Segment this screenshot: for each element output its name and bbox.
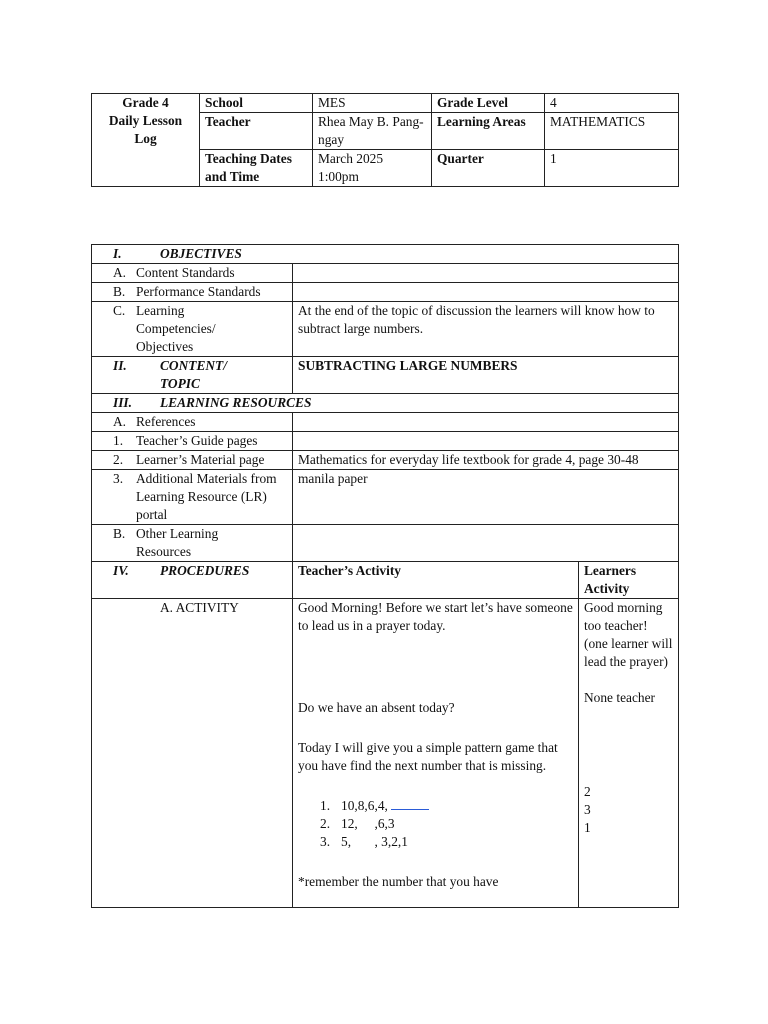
pattern-item: 2. 12, ,6,3 xyxy=(320,816,395,831)
teacher-label: Teacher xyxy=(200,113,313,150)
objectives-heading: I. OBJECTIVES xyxy=(92,245,679,264)
learner-greeting: Good morning too teacher! (one learner will lead the prayer) xyxy=(584,600,673,669)
other-resources-label: B. Other Learning Resources xyxy=(92,525,293,562)
content-standards-value xyxy=(293,264,679,283)
teaching-dates-value: March 2025 1:00pm xyxy=(313,150,432,187)
activity-teacher-cell xyxy=(293,599,579,908)
learner-answer: 2 xyxy=(584,784,591,799)
school-label: School xyxy=(200,94,313,113)
content-heading: II. CONTENT/ TOPIC xyxy=(92,357,293,394)
teachers-guide-label: 1. Teacher’s Guide pages xyxy=(92,432,293,451)
pattern-item: 1. 10,8,6,4, xyxy=(320,797,573,815)
learner-absent-answer: None teacher xyxy=(584,690,656,705)
teachers-guide-row xyxy=(92,432,679,451)
dll-main-table xyxy=(91,244,679,908)
teacher-greeting: Good Morning! Before we start let’s have someone to lead us in a prayer today. xyxy=(298,600,573,633)
teacher-value: Rhea May B. Pang-ngay xyxy=(313,113,432,150)
pattern-list xyxy=(298,797,573,851)
learners-material-row xyxy=(92,451,679,470)
procedures-heading: IV. PROCEDURES xyxy=(92,562,293,599)
dll-header-table xyxy=(91,93,679,187)
objectives-row xyxy=(92,245,679,264)
teacher-remember-note: *remember the number that you have xyxy=(298,874,499,889)
learning-competencies-row xyxy=(92,302,679,357)
references-row xyxy=(92,413,679,432)
pattern-item: 3. 5, , 3,2,1 xyxy=(320,834,408,849)
learners-material-label: 2. Learner’s Material page xyxy=(92,451,293,470)
school-value: MES xyxy=(313,94,432,113)
additional-materials-label: 3. Additional Materials from Learning Resource (LR) portal xyxy=(92,470,293,525)
other-resources-row xyxy=(92,525,679,562)
performance-standards-label: B. Performance Standards xyxy=(92,283,293,302)
quarter-value: 1 xyxy=(545,150,679,187)
content-standards-label: A. Content Standards xyxy=(92,264,293,283)
additional-materials-value: manila paper xyxy=(293,470,679,525)
dll-title: Grade 4 Daily Lesson Log xyxy=(92,94,200,187)
learner-answer: 1 xyxy=(584,820,591,835)
performance-standards-row xyxy=(92,283,679,302)
activity-label: A. ACTIVITY xyxy=(92,599,293,908)
content-standards-row xyxy=(92,264,679,283)
teaching-dates-label: Teaching Dates and Time xyxy=(200,150,313,187)
learning-resources-heading: III. LEARNING RESOURCES xyxy=(92,394,679,413)
learner-answer: 3 xyxy=(584,802,591,817)
learners-material-value: Mathematics for everyday life textbook for grade 4, page 30-48 xyxy=(293,451,679,470)
performance-standards-value xyxy=(293,283,679,302)
other-resources-value xyxy=(293,525,679,562)
learning-areas-value: MATHEMATICS xyxy=(545,113,679,150)
references-label: A. References xyxy=(92,413,293,432)
teacher-absent-question: Do we have an absent today? xyxy=(298,700,455,715)
learning-competencies-value: At the end of the topic of discussion the learners will know how to subtract large numbers. xyxy=(293,302,679,357)
answer-blank[interactable] xyxy=(391,797,429,810)
references-value xyxy=(293,413,679,432)
teacher-pattern-game: Today I will give you a simple pattern game that you have find the next number that is missing. xyxy=(298,740,558,773)
grade-level-label: Grade Level xyxy=(432,94,545,113)
content-row xyxy=(92,357,679,394)
activity-learner-cell xyxy=(579,599,679,908)
learning-areas-label: Learning Areas xyxy=(432,113,545,150)
learner-activity-column-header: Learners Activity xyxy=(579,562,679,599)
additional-materials-row xyxy=(92,470,679,525)
quarter-label: Quarter xyxy=(432,150,545,187)
teachers-guide-value xyxy=(293,432,679,451)
learning-competencies-label: C. Learning Competencies/ Objectives xyxy=(92,302,293,357)
procedures-row xyxy=(92,562,679,599)
learning-resources-row xyxy=(92,394,679,413)
grade-level-value: 4 xyxy=(545,94,679,113)
content-value: SUBTRACTING LARGE NUMBERS xyxy=(293,357,679,394)
activity-row xyxy=(92,599,679,908)
teacher-activity-column-header: Teacher’s Activity xyxy=(293,562,579,599)
